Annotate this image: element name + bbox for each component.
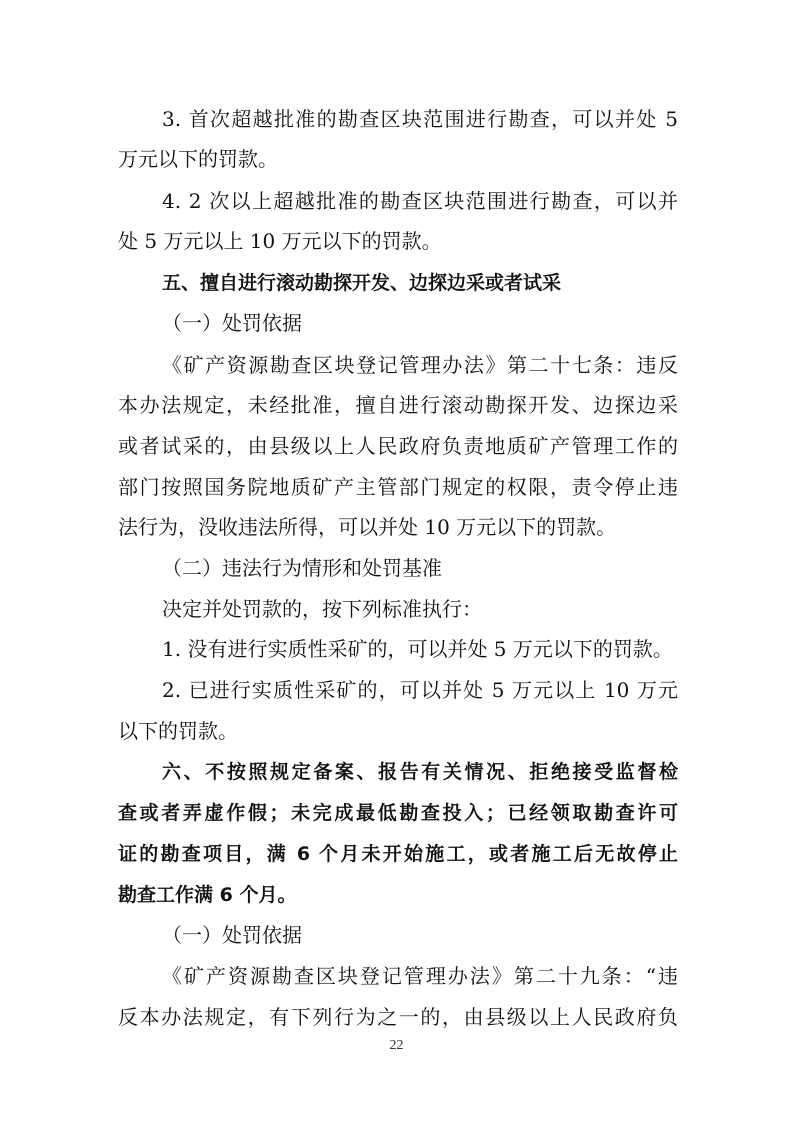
paragraph-line: 法行为，没收违法所得，可以并处 10 万元以下的罚款。 — [118, 515, 617, 539]
paragraph-line: 处 5 万元以上 10 万元以下的罚款。 — [118, 229, 442, 253]
paragraph-line: 2. 已进行实质性采矿的，可以并处 5 万元以上 10 万元 — [162, 678, 678, 702]
subsection-heading: （一）处罚依据 — [162, 311, 302, 335]
paragraph-line: 决定并处罚款的，按下列标准执行： — [162, 597, 482, 621]
paragraph-line: 4. 2 次以上超越批准的勘查区块范围进行勘查，可以并 — [162, 189, 678, 213]
paragraph-line: 或者试采的，由县级以上人民政府负责地质矿产管理工作的 — [118, 434, 678, 458]
paragraph-line: 部门按照国务院地质矿产主管部门规定的权限，责令停止违 — [118, 475, 678, 499]
page-number: 22 — [389, 1038, 404, 1053]
paragraph-line: 3. 首次超越批准的勘查区块范围进行勘查，可以并处 5 — [162, 107, 678, 131]
paragraph-line: 本办法规定，未经批准，擅自进行滚动勘探开发、边探边采 — [118, 393, 678, 417]
section-heading: 六、不按照规定备案、报告有关情况、拒绝接受监督检 — [162, 761, 678, 783]
subsection-heading: （二）违法行为情形和处罚基准 — [162, 556, 442, 580]
paragraph-line: 《矿产资源勘查区块登记管理办法》第二十九条：“违 — [162, 964, 678, 988]
paragraph-line: 《矿产资源勘查区块登记管理办法》第二十七条：违反 — [162, 353, 678, 377]
section-heading: 查或者弄虚作假；未完成最低勘查投入；已经领取勘查许可 — [118, 802, 678, 824]
subsection-heading: （一）处罚依据 — [162, 923, 302, 947]
paragraph-line: 反本办法规定，有下列行为之一的，由县级以上人民政府负 — [118, 1005, 678, 1029]
paragraph-line: 万元以下的罚款。 — [118, 147, 278, 171]
section-heading: 勘查工作满 6 个月。 — [118, 884, 297, 906]
section-heading: 证的勘查项目，满 6 个月未开始施工，或者施工后无故停止 — [118, 843, 678, 865]
paragraph-line: 以下的罚款。 — [118, 719, 238, 743]
paragraph-line: 1. 没有进行实质性采矿的，可以并处 5 万元以下的罚款。 — [162, 637, 673, 661]
section-heading: 五、擅自进行滚动勘探开发、边探边采或者试采 — [162, 272, 562, 294]
